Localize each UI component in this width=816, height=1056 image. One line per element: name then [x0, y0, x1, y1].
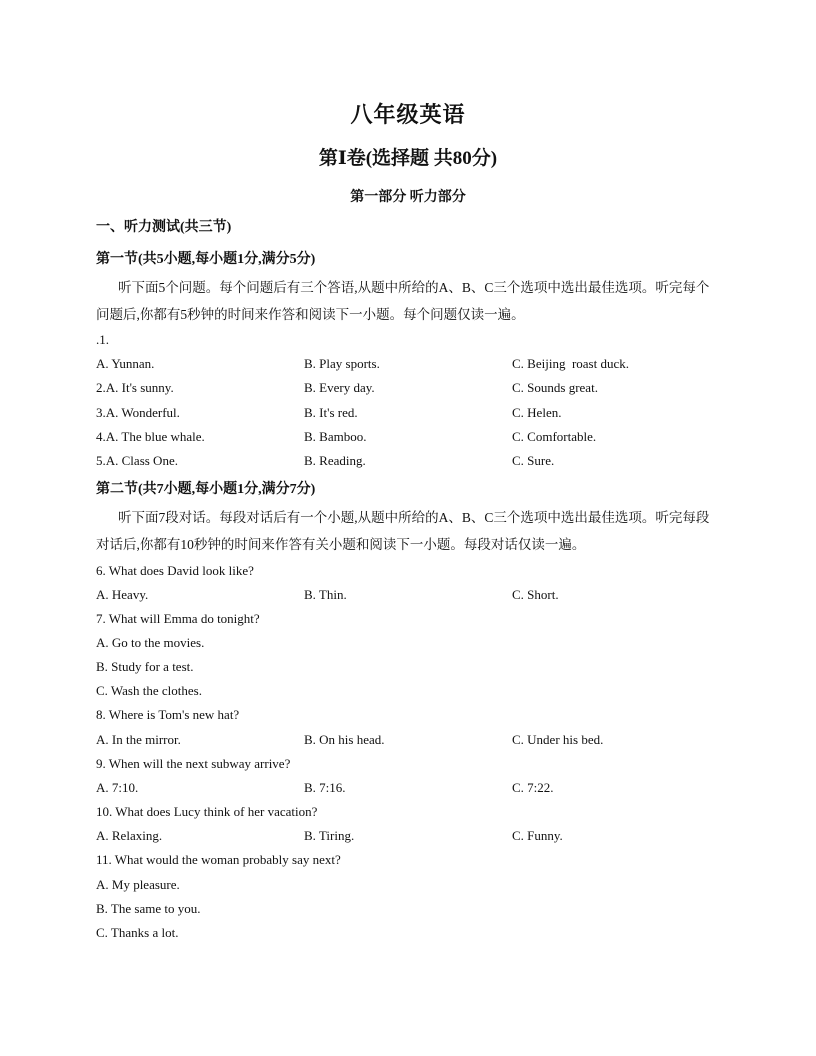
- options-row-1: [96, 356, 736, 374]
- question-6: 6. What does David look like?: [96, 563, 254, 578]
- section2-heading: 第二节(共7小题,每小题1分,满分7分): [96, 482, 316, 497]
- options-row-8: [96, 732, 736, 750]
- option-c: C. Under his bed.: [512, 732, 604, 747]
- question-10: 10. What does Lucy think of her vacation?: [96, 804, 318, 819]
- option-b: B. Tiring.: [304, 828, 355, 843]
- question-1-label: .1.: [96, 332, 109, 347]
- option-b: B. Study for a test.: [96, 659, 194, 674]
- option-b: B. Reading.: [304, 453, 366, 468]
- option-b: B. 7:16.: [304, 780, 346, 795]
- option-a: A. Relaxing.: [96, 828, 163, 843]
- option-b: B. Play sports.: [304, 356, 380, 371]
- section1-instruction: 听下面5个问题。每个问题后有三个答语,从题中所给的A、B、C三个选项中选出最佳选项。听完每个问题后,你都有5秒钟的时间来作答和阅读下一小题。每个问题仅读一遍。: [96, 280, 710, 322]
- question-7: 7. What will Emma do tonight?: [96, 611, 260, 626]
- part-heading: 第一部分 听力部分: [350, 190, 466, 205]
- option-c: C. Wash the clothes.: [96, 683, 202, 698]
- option-c: C. Helen.: [512, 405, 562, 420]
- options-row-9: [96, 780, 736, 798]
- question-9: 9. When will the next subway arrive?: [96, 756, 291, 771]
- option-c: C. Sounds great.: [512, 380, 598, 395]
- question-8: 8. Where is Tom's new hat?: [96, 707, 240, 722]
- section2-instruction: 听下面7段对话。每段对话后有一个小题,从题中所给的A、B、C三个选项中选出最佳选项。听完每段对话后,你都有10秒钟的时间来作答有关小题和阅读下一小题。每段对话仅读一遍。: [96, 510, 710, 552]
- option-c: C. Sure.: [512, 453, 555, 468]
- option-c: C. Funny.: [512, 828, 563, 843]
- option-a: A. My pleasure.: [96, 877, 180, 892]
- section1-heading: 第一节(共5小题,每小题1分,满分5分): [96, 252, 316, 267]
- page-title: 八年级英语: [350, 102, 466, 127]
- question-11: 11. What would the woman probably say next?: [96, 852, 341, 867]
- option-a: A. Go to the movies.: [96, 635, 205, 650]
- option-a: 2.A. It's sunny.: [96, 380, 174, 395]
- options-row-2: [96, 380, 736, 398]
- options-row-6: [96, 587, 736, 605]
- option-a: 3.A. Wonderful.: [96, 405, 180, 420]
- option-a: A. In the mirror.: [96, 732, 181, 747]
- option-b: B. Every day.: [304, 380, 375, 395]
- option-c: C. Short.: [512, 587, 559, 602]
- option-a: 4.A. The blue whale.: [96, 429, 205, 444]
- options-row-4: [96, 429, 736, 447]
- options-row-5: [96, 453, 736, 471]
- section-heading: 一、听力测试(共三节): [96, 220, 232, 235]
- option-b: B. The same to you.: [96, 901, 201, 916]
- option-c: C. Comfortable.: [512, 429, 597, 444]
- option-c: C. 7:22.: [512, 780, 554, 795]
- option-a: A. Heavy.: [96, 587, 149, 602]
- option-b: B. Bamboo.: [304, 429, 367, 444]
- option-a: 5.A. Class One.: [96, 453, 178, 468]
- option-a: A. Yunnan.: [96, 356, 155, 371]
- option-b: B. Thin.: [304, 587, 347, 602]
- option-c: C. Thanks a lot.: [96, 925, 179, 940]
- option-a: A. 7:10.: [96, 780, 139, 795]
- options-row-10: [96, 828, 736, 846]
- option-b: B. On his head.: [304, 732, 385, 747]
- options-row-3: [96, 405, 736, 423]
- paper-subtitle: 第Ⅰ卷(选择题 共80分): [318, 148, 498, 169]
- option-c: C. Beijing roast duck.: [512, 356, 629, 371]
- option-b: B. It's red.: [304, 405, 358, 420]
